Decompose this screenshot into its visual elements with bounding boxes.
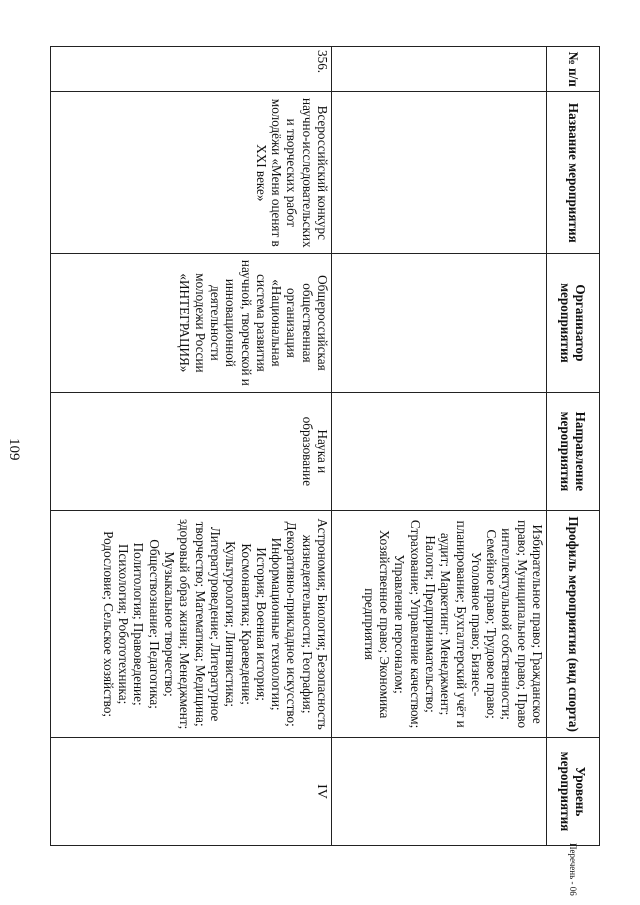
table-row: [332, 47, 547, 846]
cell-num: [332, 47, 547, 92]
header-num: № п/п: [547, 47, 600, 92]
events-table: [50, 46, 600, 846]
cell-level: IV: [51, 738, 332, 846]
footer-note: Перечень - 06: [568, 843, 578, 896]
header-row: [547, 47, 600, 846]
header-organizer: Организатор мероприятия: [547, 254, 600, 392]
cell-organizer: Общероссийская общественная организация «Национальная система развития научной, творческой и инновационной деятельности молодежи России «ИНТЕГРАЦИЯ»: [51, 254, 332, 392]
header-name: Название мероприятия: [547, 92, 600, 254]
cell-name: Всероссийский конкурс научно-исследовательских и творческих работ молодёжи «Меня оценят в XXI веке»: [51, 92, 332, 254]
cell-direction: Наука и образование: [51, 392, 332, 511]
header-level: Уровень мероприятия: [547, 738, 600, 846]
cell-profile: Избирательное право; Гражданское право; Муниципальное право; Право интеллектуальной собственности; Семейное право; Трудовое право; Уголовное право; Бизнес-планирование; Бухгалтерский учёт и аудит; Маркетинг; Менеджмент; Налоги; Предпринимательство; Страхование; Управление качеством; Управление персоналом; Хозяйственное право; Экономика предприятия: [332, 511, 547, 738]
cell-organizer: [332, 254, 547, 392]
cell-name: [332, 92, 547, 254]
rotated-page: [50, 46, 600, 846]
cell-num: 356.: [51, 47, 332, 92]
table-row: [51, 47, 332, 846]
header-direction: Направление мероприятия: [547, 392, 600, 511]
header-profile: Профиль мероприятия (вид спорта): [547, 511, 600, 738]
cell-level: [332, 738, 547, 846]
cell-direction: [332, 392, 547, 511]
cell-profile: Астрономия; Биология; Безопасность жизнедеятельности; География; Декоративно-прикладное искусство; Информационные технологии; История; Военная история; Космонавтика; Краеведение; Культурология; Лингвистика; Литературоведение; Литературное творчество; Математика; Медицина; здоровый образ жизни; Менеджмент; Музыкальное творчество; Обществознание; Педагогика; Политология; Правоведение; Психология; Робототехника; Родословие; Сельское хозяйство;: [51, 511, 332, 738]
page-number: 109: [6, 438, 22, 461]
